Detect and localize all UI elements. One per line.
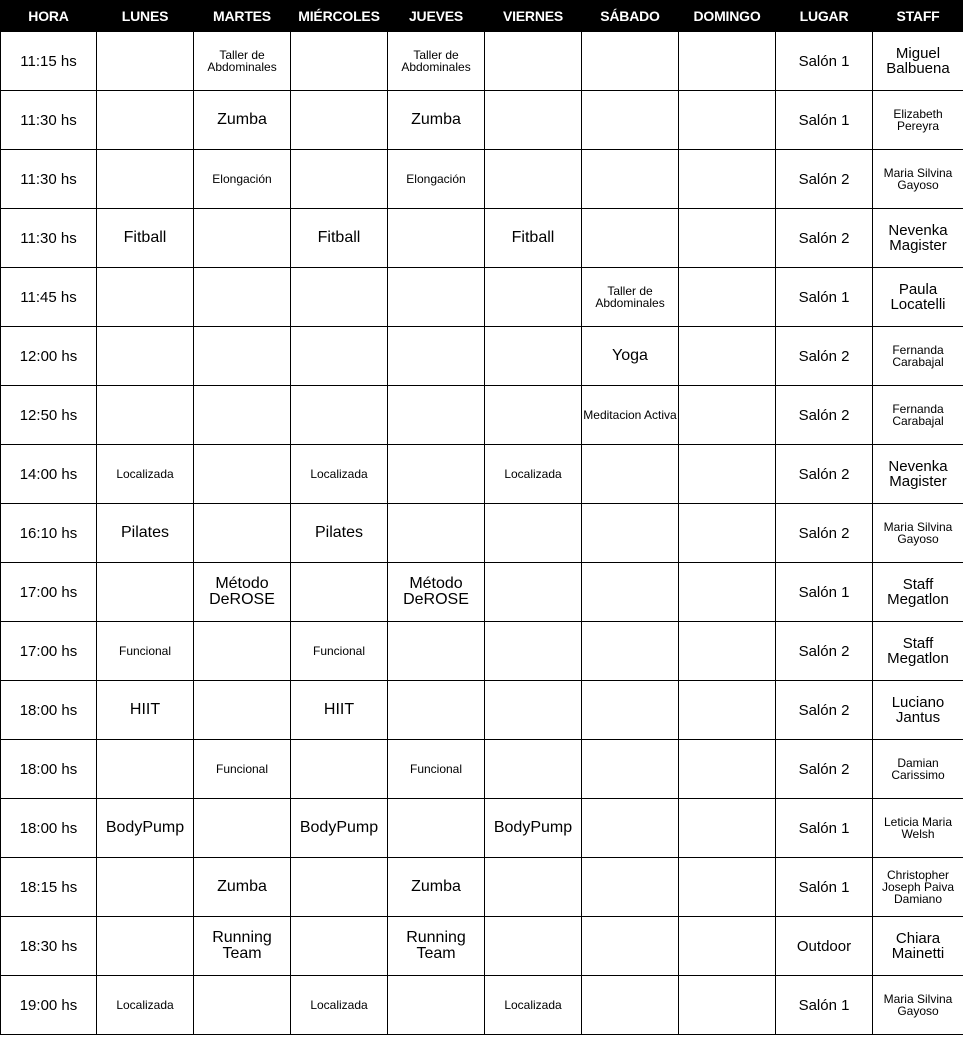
empty-cell — [291, 268, 388, 327]
class-cell: Taller de Abdominales — [582, 268, 679, 327]
staff-cell: Luciano Jantus — [873, 681, 963, 740]
table-row — [1, 563, 963, 622]
class-cell: Zumba — [194, 858, 291, 917]
time-cell: 11:30 hs — [1, 209, 97, 268]
location-cell: Salón 1 — [776, 91, 873, 150]
location-cell: Salón 1 — [776, 976, 873, 1035]
class-cell: Zumba — [194, 91, 291, 150]
staff-cell: Fernanda Carabajal — [873, 327, 963, 386]
class-cell: Zumba — [388, 91, 485, 150]
location-cell: Salón 2 — [776, 386, 873, 445]
empty-cell — [485, 150, 582, 209]
empty-cell — [582, 858, 679, 917]
empty-cell — [582, 976, 679, 1035]
empty-cell — [485, 917, 582, 976]
location-cell: Salón 2 — [776, 150, 873, 209]
empty-cell — [291, 91, 388, 150]
empty-cell — [388, 445, 485, 504]
empty-cell — [194, 445, 291, 504]
empty-cell — [97, 563, 194, 622]
location-cell: Salón 2 — [776, 622, 873, 681]
class-cell: HIIT — [291, 681, 388, 740]
empty-cell — [97, 740, 194, 799]
empty-cell — [679, 976, 776, 1035]
empty-cell — [194, 622, 291, 681]
empty-cell — [194, 268, 291, 327]
empty-cell — [582, 563, 679, 622]
empty-cell — [97, 268, 194, 327]
empty-cell — [97, 858, 194, 917]
empty-cell — [291, 563, 388, 622]
staff-cell: Nevenka Magister — [873, 445, 963, 504]
table-row — [1, 91, 963, 150]
empty-cell — [582, 740, 679, 799]
empty-cell — [679, 740, 776, 799]
class-cell: Localizada — [97, 445, 194, 504]
table-row — [1, 858, 963, 917]
empty-cell — [679, 799, 776, 858]
empty-cell — [582, 150, 679, 209]
empty-cell — [291, 858, 388, 917]
staff-cell: Damian Carissimo — [873, 740, 963, 799]
empty-cell — [194, 386, 291, 445]
header-staff: STAFF — [873, 1, 963, 32]
header-viernes: VIERNES — [485, 1, 582, 32]
location-cell: Salón 1 — [776, 32, 873, 91]
class-cell: Taller de Abdominales — [194, 32, 291, 91]
class-cell: Zumba — [388, 858, 485, 917]
table-row — [1, 386, 963, 445]
empty-cell — [582, 445, 679, 504]
class-cell: Funcional — [388, 740, 485, 799]
empty-cell — [582, 504, 679, 563]
class-cell: Elongación — [388, 150, 485, 209]
class-cell: Pilates — [291, 504, 388, 563]
header-miercoles: MIÉRCOLES — [291, 1, 388, 32]
staff-cell: Fernanda Carabajal — [873, 386, 963, 445]
location-cell: Salón 2 — [776, 504, 873, 563]
time-cell: 11:15 hs — [1, 32, 97, 91]
table-row — [1, 445, 963, 504]
empty-cell — [388, 681, 485, 740]
class-cell: BodyPump — [97, 799, 194, 858]
staff-cell: Christopher Joseph Paiva Damiano — [873, 858, 963, 917]
empty-cell — [679, 681, 776, 740]
staff-cell: Elizabeth Pereyra — [873, 91, 963, 150]
staff-cell: Miguel Balbuena — [873, 32, 963, 91]
location-cell: Salón 2 — [776, 740, 873, 799]
table-row — [1, 976, 963, 1035]
table-row — [1, 150, 963, 209]
time-cell: 18:00 hs — [1, 799, 97, 858]
time-cell: 19:00 hs — [1, 976, 97, 1035]
location-cell: Salón 2 — [776, 445, 873, 504]
table-row — [1, 268, 963, 327]
empty-cell — [679, 209, 776, 268]
empty-cell — [194, 209, 291, 268]
class-cell: Método DeROSE — [388, 563, 485, 622]
staff-cell: Nevenka Magister — [873, 209, 963, 268]
empty-cell — [291, 150, 388, 209]
time-cell: 11:30 hs — [1, 91, 97, 150]
time-cell: 18:30 hs — [1, 917, 97, 976]
time-cell: 11:30 hs — [1, 150, 97, 209]
time-cell: 18:15 hs — [1, 858, 97, 917]
class-cell: Fitball — [485, 209, 582, 268]
empty-cell — [485, 681, 582, 740]
empty-cell — [679, 327, 776, 386]
empty-cell — [388, 327, 485, 386]
class-cell: Localizada — [485, 976, 582, 1035]
empty-cell — [582, 799, 679, 858]
empty-cell — [291, 740, 388, 799]
empty-cell — [194, 799, 291, 858]
staff-cell: Staff Megatlon — [873, 563, 963, 622]
class-cell: Funcional — [97, 622, 194, 681]
location-cell: Salón 1 — [776, 563, 873, 622]
empty-cell — [485, 91, 582, 150]
empty-cell — [291, 386, 388, 445]
time-cell: 18:00 hs — [1, 740, 97, 799]
table-row — [1, 917, 963, 976]
staff-cell: Maria Silvina Gayoso — [873, 504, 963, 563]
empty-cell — [582, 917, 679, 976]
location-cell: Salón 1 — [776, 858, 873, 917]
schedule-body — [1, 32, 963, 1035]
header-jueves: JUEVES — [388, 1, 485, 32]
empty-cell — [194, 327, 291, 386]
empty-cell — [679, 563, 776, 622]
time-cell: 11:45 hs — [1, 268, 97, 327]
empty-cell — [485, 740, 582, 799]
empty-cell — [388, 622, 485, 681]
class-cell: Funcional — [291, 622, 388, 681]
empty-cell — [679, 622, 776, 681]
empty-cell — [291, 32, 388, 91]
class-cell: Método DeROSE — [194, 563, 291, 622]
empty-cell — [194, 976, 291, 1035]
empty-cell — [97, 150, 194, 209]
location-cell: Salón 2 — [776, 681, 873, 740]
location-cell: Salón 2 — [776, 209, 873, 268]
staff-cell: Leticia Maria Welsh — [873, 799, 963, 858]
empty-cell — [485, 32, 582, 91]
empty-cell — [582, 622, 679, 681]
empty-cell — [485, 268, 582, 327]
empty-cell — [388, 386, 485, 445]
empty-cell — [582, 209, 679, 268]
empty-cell — [679, 386, 776, 445]
time-cell: 12:00 hs — [1, 327, 97, 386]
staff-cell: Staff Megatlon — [873, 622, 963, 681]
empty-cell — [485, 386, 582, 445]
header-domingo: DOMINGO — [679, 1, 776, 32]
class-cell: Pilates — [97, 504, 194, 563]
table-row — [1, 622, 963, 681]
class-cell: Yoga — [582, 327, 679, 386]
time-cell: 18:00 hs — [1, 681, 97, 740]
header-lunes: LUNES — [97, 1, 194, 32]
table-row — [1, 504, 963, 563]
empty-cell — [582, 681, 679, 740]
staff-cell: Maria Silvina Gayoso — [873, 150, 963, 209]
empty-cell — [679, 32, 776, 91]
empty-cell — [485, 622, 582, 681]
empty-cell — [388, 504, 485, 563]
empty-cell — [679, 858, 776, 917]
staff-cell: Chiara Mainetti — [873, 917, 963, 976]
class-cell: HIIT — [97, 681, 194, 740]
header-hora: HORA — [1, 1, 97, 32]
empty-cell — [97, 917, 194, 976]
table-row — [1, 799, 963, 858]
class-cell: Running Team — [194, 917, 291, 976]
class-cell: Fitball — [97, 209, 194, 268]
time-cell: 17:00 hs — [1, 563, 97, 622]
class-cell: Meditacion Activa — [582, 386, 679, 445]
empty-cell — [291, 917, 388, 976]
header-lugar: LUGAR — [776, 1, 873, 32]
empty-cell — [97, 91, 194, 150]
empty-cell — [388, 209, 485, 268]
staff-cell: Maria Silvina Gayoso — [873, 976, 963, 1035]
location-cell: Salón 1 — [776, 268, 873, 327]
header-sabado: SÁBADO — [582, 1, 679, 32]
class-cell: BodyPump — [485, 799, 582, 858]
empty-cell — [291, 327, 388, 386]
empty-cell — [679, 917, 776, 976]
empty-cell — [485, 504, 582, 563]
time-cell: 16:10 hs — [1, 504, 97, 563]
empty-cell — [194, 504, 291, 563]
class-cell: Elongación — [194, 150, 291, 209]
empty-cell — [582, 91, 679, 150]
empty-cell — [679, 445, 776, 504]
empty-cell — [679, 91, 776, 150]
empty-cell — [388, 976, 485, 1035]
empty-cell — [679, 268, 776, 327]
location-cell: Outdoor — [776, 917, 873, 976]
empty-cell — [388, 268, 485, 327]
class-cell: Running Team — [388, 917, 485, 976]
staff-cell: Paula Locatelli — [873, 268, 963, 327]
class-cell: Localizada — [291, 976, 388, 1035]
table-row — [1, 740, 963, 799]
class-cell: Fitball — [291, 209, 388, 268]
table-row — [1, 681, 963, 740]
empty-cell — [485, 563, 582, 622]
empty-cell — [485, 858, 582, 917]
table-row — [1, 32, 963, 91]
empty-cell — [388, 799, 485, 858]
time-cell: 12:50 hs — [1, 386, 97, 445]
empty-cell — [97, 32, 194, 91]
class-cell: Localizada — [97, 976, 194, 1035]
empty-cell — [679, 150, 776, 209]
header-martes: MARTES — [194, 1, 291, 32]
class-cell: Localizada — [485, 445, 582, 504]
location-cell: Salón 1 — [776, 799, 873, 858]
header-row — [1, 1, 963, 32]
empty-cell — [97, 327, 194, 386]
table-row — [1, 209, 963, 268]
empty-cell — [97, 386, 194, 445]
empty-cell — [485, 327, 582, 386]
class-cell: Localizada — [291, 445, 388, 504]
empty-cell — [194, 681, 291, 740]
class-cell: BodyPump — [291, 799, 388, 858]
table-row — [1, 327, 963, 386]
location-cell: Salón 2 — [776, 327, 873, 386]
empty-cell — [679, 504, 776, 563]
empty-cell — [582, 32, 679, 91]
class-cell: Taller de Abdominales — [388, 32, 485, 91]
time-cell: 14:00 hs — [1, 445, 97, 504]
time-cell: 17:00 hs — [1, 622, 97, 681]
class-cell: Funcional — [194, 740, 291, 799]
